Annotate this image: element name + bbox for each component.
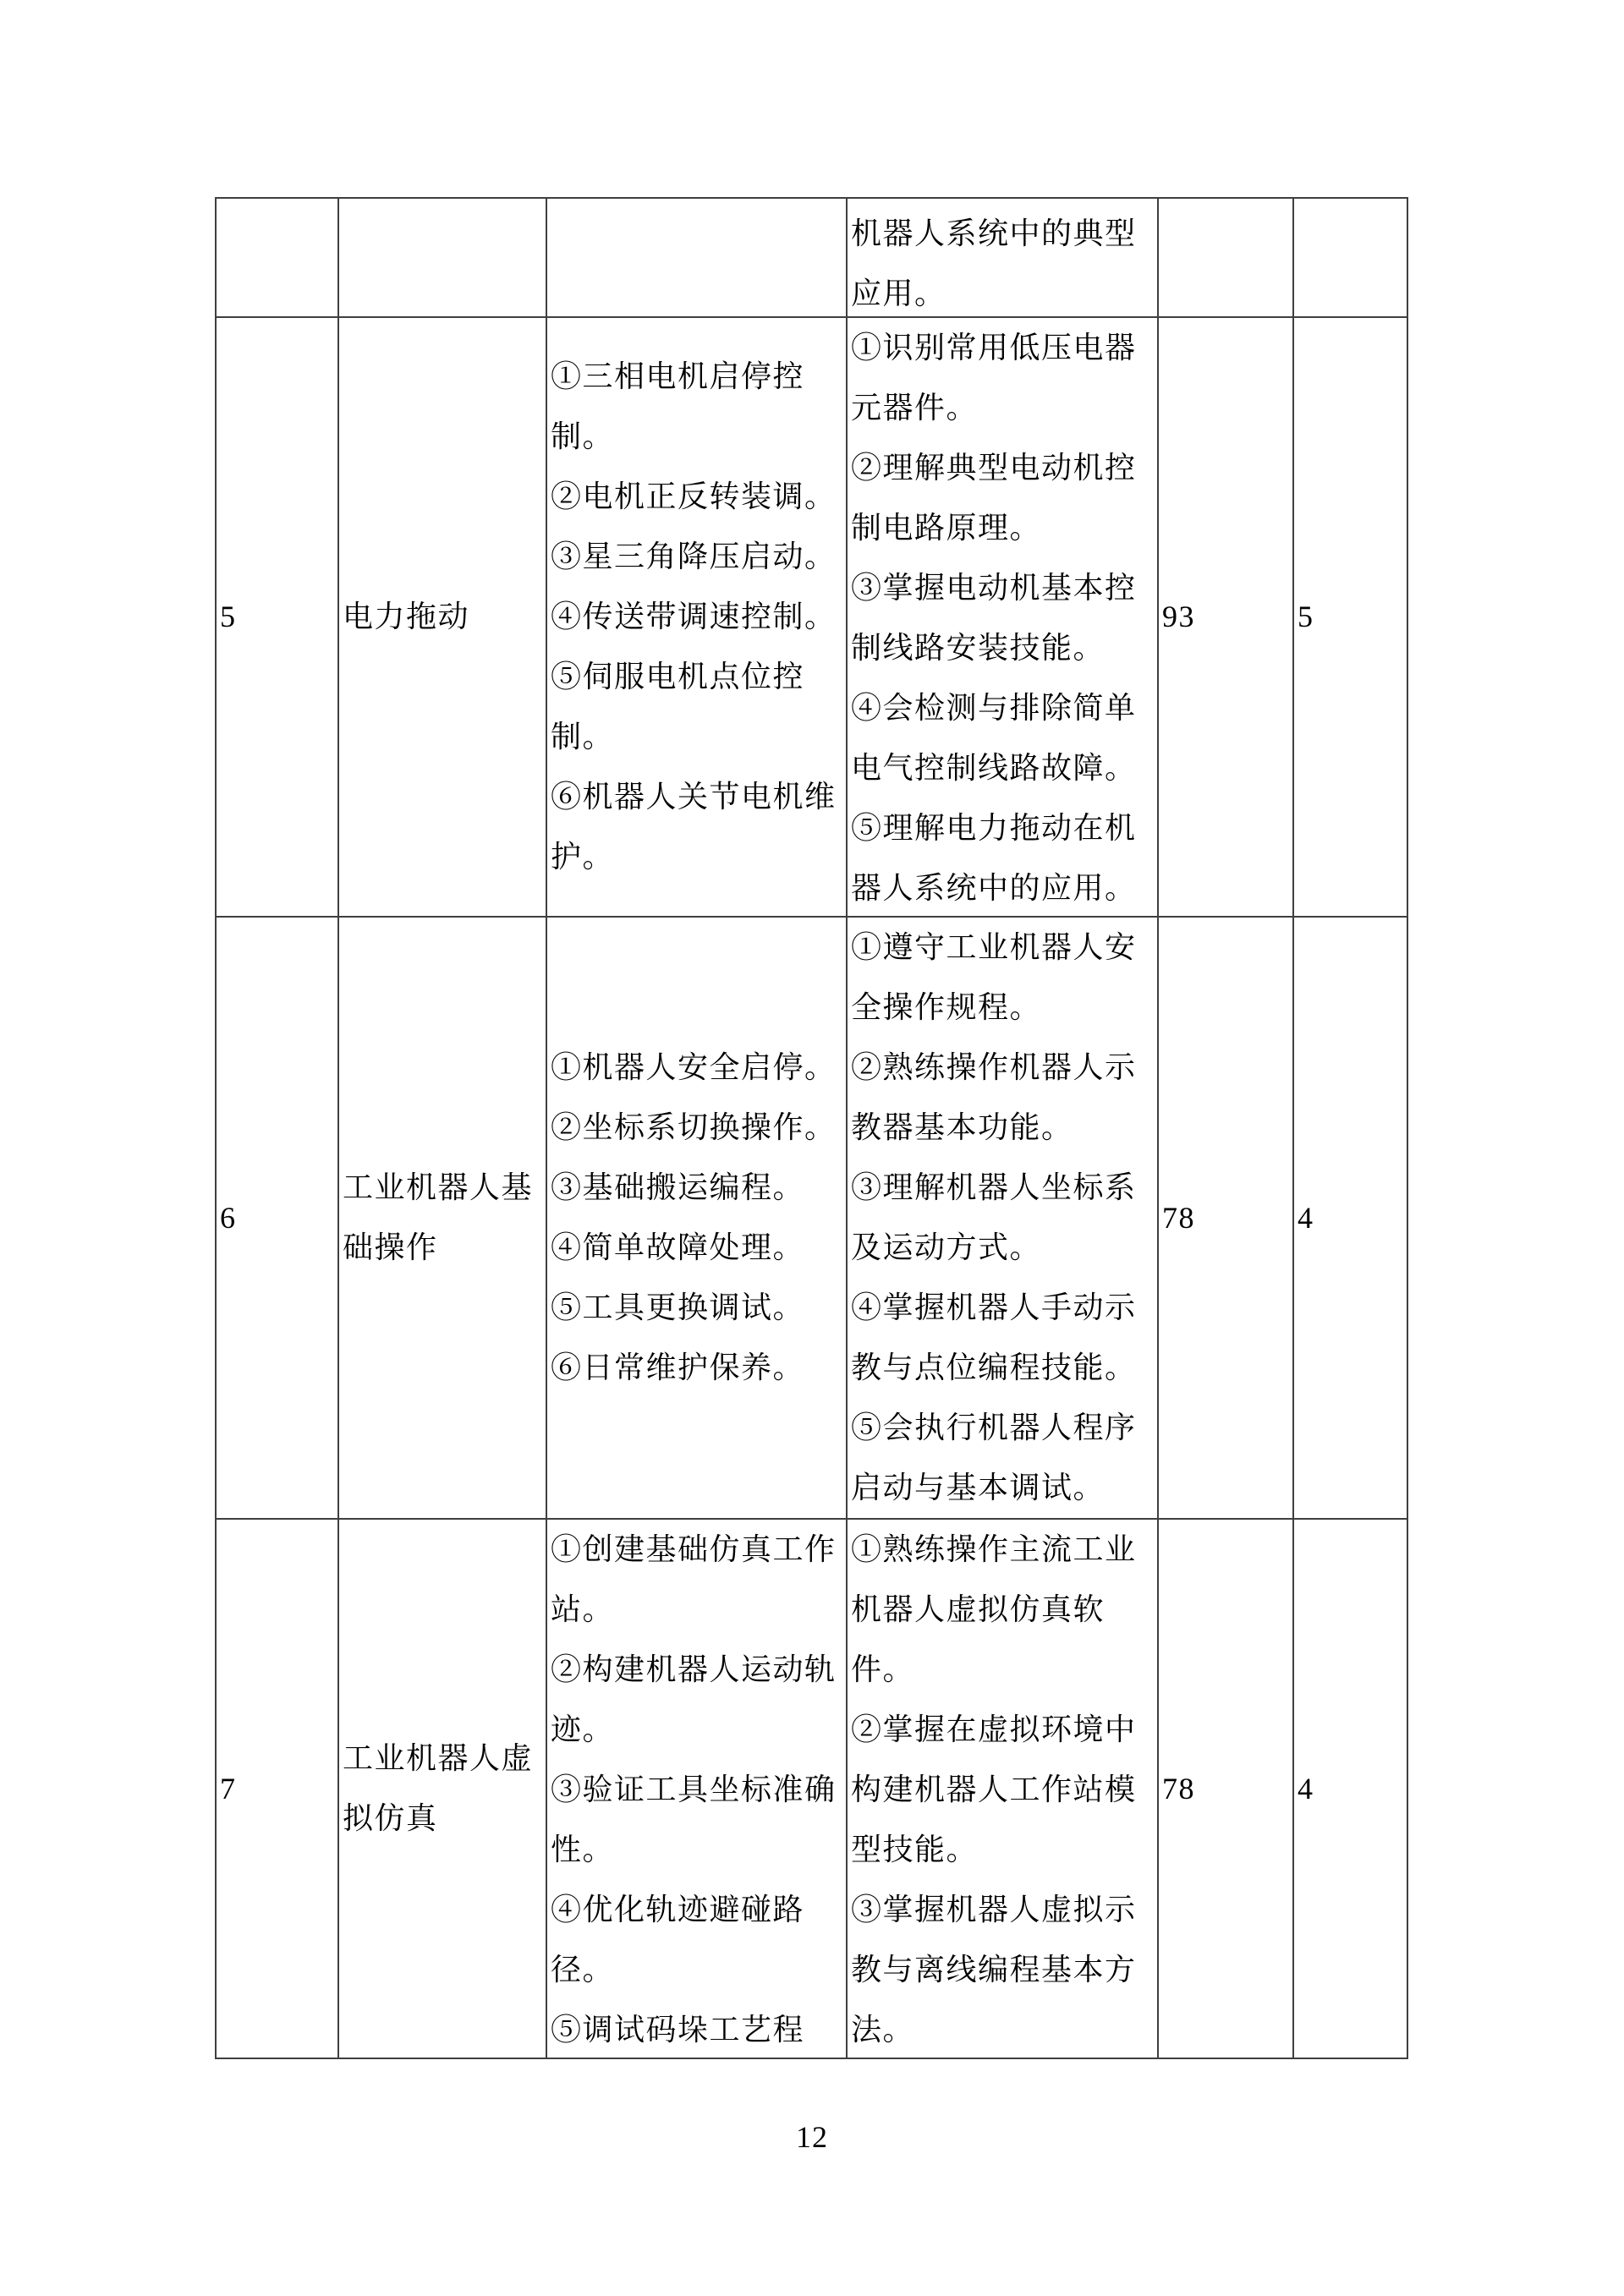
text-line: ②理解典型电动机控 — [851, 451, 1137, 485]
text-line: 电气控制线路故障。 — [851, 751, 1137, 785]
text-line: 电力拖动 — [343, 600, 470, 633]
text-line: ④会检测与排除简单 — [851, 691, 1137, 725]
text-line: 护。 — [551, 840, 615, 874]
text-line: ③理解机器人坐标系 — [851, 1170, 1137, 1204]
text-line: ④简单故障处理。 — [551, 1230, 805, 1264]
text-line: ②熟练操作机器人示 — [851, 1050, 1137, 1084]
text-line: 拟仿真 — [343, 1801, 438, 1835]
text-line: ②构建机器人运动轨 — [551, 1652, 837, 1686]
text-line: 全操作规程。 — [851, 990, 1042, 1024]
text-line: ②坐标系切换操作。 — [551, 1110, 837, 1144]
text-line: 机器人系统中的典型 — [851, 216, 1137, 250]
cell-row5-seq: 5 — [217, 318, 339, 918]
cell-rowcont-seq — [217, 199, 339, 318]
text-line: 法。 — [851, 2013, 915, 2047]
text-line: ⑤理解电力拖动在机 — [851, 811, 1137, 845]
cell-rowcont-course — [339, 199, 547, 318]
cell-row5-course — [339, 318, 547, 918]
cell-row7-hours: 78 — [1159, 1520, 1294, 2058]
text-line: 制。 — [551, 720, 615, 753]
cell-row7-course — [339, 1520, 547, 2058]
text-line: 制电路原理。 — [851, 511, 1042, 545]
text-line: 及运动方式。 — [851, 1230, 1042, 1264]
text-line: ③掌握电动机基本控 — [851, 571, 1137, 605]
text-line: ①机器人安全启停。 — [551, 1050, 837, 1084]
text-line: ⑥机器人关节电机维 — [551, 780, 837, 814]
text-line: ②电机正反转装调。 — [551, 479, 837, 513]
text-line: ②掌握在虚拟环境中 — [851, 1712, 1137, 1746]
cell-row6-hours: 78 — [1159, 918, 1294, 1520]
text-line: 教与离线编程基本方 — [851, 1953, 1137, 1986]
cell-row7-objectives — [848, 1520, 1159, 2058]
cell-row6-content — [547, 918, 848, 1520]
cell-row7-content — [547, 1520, 848, 2058]
text-line: ④优化轨迹避碰路 — [551, 1893, 805, 1926]
text-line: 教器基本功能。 — [851, 1110, 1073, 1144]
text-line: 启动与基本调试。 — [851, 1471, 1106, 1504]
text-line: ①熟练操作主流工业 — [851, 1532, 1137, 1566]
text-line: ⑥日常维护保养。 — [551, 1351, 805, 1384]
text-line: ③基础搬运编程。 — [551, 1170, 805, 1204]
text-line: ①创建基础仿真工作 — [551, 1532, 837, 1566]
text-line: ③验证工具坐标准确 — [551, 1773, 837, 1806]
text-line: 型技能。 — [851, 1833, 979, 1866]
cell-row6-seq: 6 — [217, 918, 339, 1520]
text-line: 工业机器人基 — [343, 1170, 534, 1204]
text-line: 元器件。 — [851, 391, 979, 425]
text-line: 性。 — [551, 1833, 615, 1866]
text-line: ⑤会执行机器人程序 — [851, 1411, 1137, 1444]
text-line: 径。 — [551, 1953, 615, 1986]
text-line: 站。 — [551, 1592, 615, 1626]
text-line: 器人系统中的应用。 — [851, 871, 1137, 905]
cell-row5-content — [547, 318, 848, 918]
cell-row6-course — [339, 918, 547, 1520]
cell-row7-credits: 4 — [1298, 1771, 1314, 1806]
text-line: ⑤伺服电机点位控 — [551, 660, 805, 693]
page-number: 12 — [796, 2120, 828, 2154]
cell-row5-credits: 5 — [1294, 318, 1407, 918]
cell-row6-credits: 4 — [1294, 918, 1407, 1520]
cell-rowcont-objectives — [848, 199, 1159, 318]
text-line: 础操作 — [343, 1230, 438, 1264]
text-line: ①遵守工业机器人安 — [851, 930, 1137, 964]
text-line: 机器人虚拟仿真软 — [851, 1592, 1106, 1626]
curriculum-table — [215, 197, 1408, 2059]
text-line: ⑤工具更换调试。 — [551, 1290, 805, 1324]
text-line: 构建机器人工作站模 — [851, 1773, 1137, 1806]
cell-rowcont-content — [547, 199, 848, 318]
text-line: ①识别常用低压电器 — [851, 331, 1137, 364]
text-line: 应用。 — [851, 277, 946, 310]
text-line: ③星三角降压启动。 — [551, 540, 837, 573]
text-line: 件。 — [851, 1652, 915, 1686]
cell-row5-objectives — [848, 318, 1159, 918]
text-line: ⑤调试码垛工艺程 — [551, 2013, 805, 2047]
cell-rowcont-hours — [1159, 199, 1294, 318]
text-line: ④传送带调速控制。 — [551, 600, 837, 633]
text-line: 工业机器人虚 — [343, 1741, 534, 1775]
text-line: 制。 — [551, 419, 615, 453]
cell-row6-objectives — [848, 918, 1159, 1520]
text-line: ①三相电机启停控 — [551, 359, 805, 393]
text-line: ④掌握机器人手动示 — [851, 1290, 1137, 1324]
cell-row5-hours: 93 — [1159, 318, 1294, 918]
text-line: ③掌握机器人虚拟示 — [851, 1893, 1137, 1926]
text-line: 制线路安装技能。 — [851, 631, 1106, 665]
text-line: 教与点位编程技能。 — [851, 1351, 1137, 1384]
text-line: 迹。 — [551, 1712, 615, 1746]
cell-rowcont-credits — [1294, 199, 1407, 318]
cell-row7-seq: 7 — [217, 1520, 339, 2058]
